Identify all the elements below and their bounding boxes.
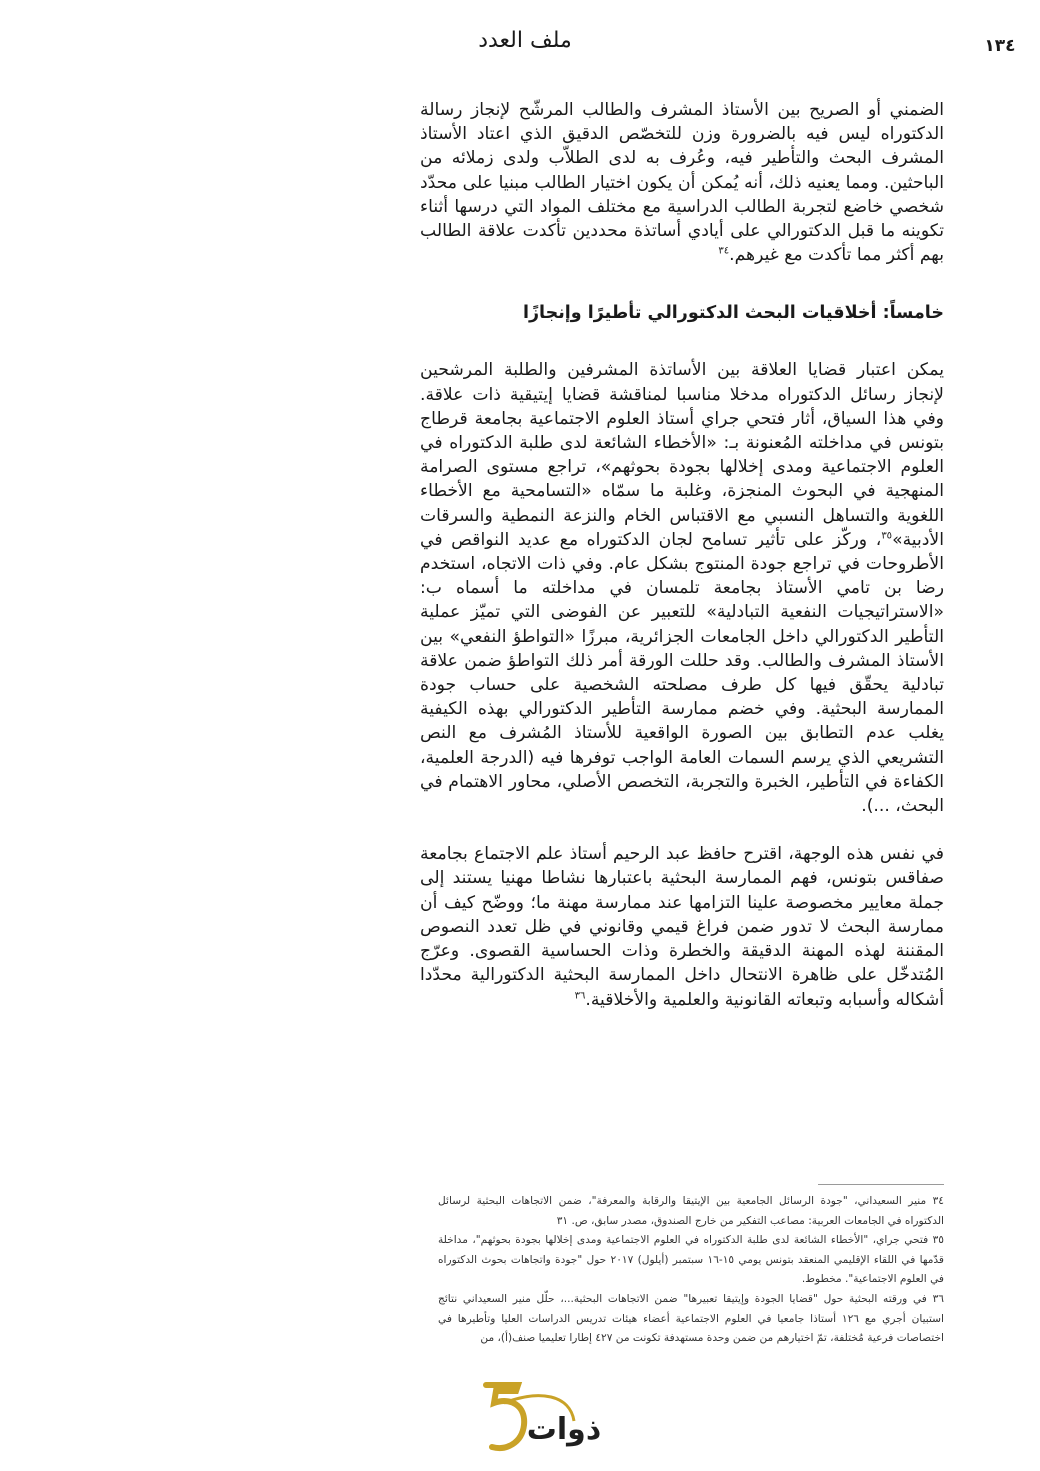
logo-wordmark: ذوات: [526, 1412, 602, 1447]
footnote-36: ٣٦ في ورقته البحثية حول "قضايا الجودة وإيتيقا تعبيرها" ضمن الاتجاهات البحثية...، حلّل منير السعيداني نتائج استبيان أجري مع ١٢٦ أستاذا جامعيا في العلوم الاجتماعية أعضاء هيئات تدريس الدراسات العليا وتأطيرها في اختصاصات فرعية مُختلفة، تمّ اختيارهم من ضمن وحدة مستهدفة تكونت من ٤٢٧ إطارا تعليميا صنف(أ)، من: [438, 1292, 944, 1345]
dhawat-logo: [470, 1381, 610, 1453]
logo-gold-swash: [486, 1385, 524, 1448]
paragraph-3: [420, 842, 944, 1011]
footnote-ref-36[interactable]: ٣٦: [574, 989, 586, 1001]
paragraph-2: [420, 358, 944, 818]
paragraph-3-text: في نفس هذه الوجهة، اقترح حافظ عبد الرحيم أستاذ علم الاجتماع بجامعة صفاقس بتونس، فهم الممارسة البحثية باعتبارها نشاطا مهنيا يستند إلى جملة معايير مخصوصة علينا التزامها عند ممارسة مهنة ما؛ ووضّح كيف أن ممارسة البحث لا تدور ضمن فراغ قيمي وقانوني في ظل تعدد النصوص المقننة لهذه المهنة الدقيقة والخطرة وذات الحساسية القصوى. وعرّج المُتدخّل على ظاهرة الانتحال داخل الممارسة البحثية الدكتورالية محدّدا أشكاله وأسبابه وتبعاته القانونية والعلمية والأخلاقية.: [420, 844, 944, 1010]
footnote-ref-34[interactable]: ٣٤: [718, 245, 730, 257]
footnote-divider: [818, 1184, 944, 1185]
footnote-ref-35[interactable]: ٣٥: [881, 530, 893, 542]
section-heading: خامساً: أخلاقيات البحث الدكتورالي تأطيرًا وإنجازًا: [522, 303, 944, 324]
footnote-35: ٣٥ فتحي جراي، "الأخطاء الشائعة لدى طلبة الدكتوراه في العلوم الاجتماعية ومدى إخلالها بجودة بحوثهم"، مداخلة قدّمها في اللقاء الإقليمي المنعقد بتونس يومي ١٥-١٦ سبتمبر (أيلول) ٢٠١٧ حول "جودة واتجاهات بحوث الدكتوراه في العلوم الاجتماعية". مخطوط.: [438, 1234, 945, 1286]
paragraph-1: [420, 98, 944, 267]
paragraph-2-text-b: ، وركّز على تأثير تسامح لجان الدكتوراه مع عديد النواقص في الأطروحات في تراجع جودة المنتوج بشكل عام. وفي ذات الاتجاه، استخدم رضا بن تامي الأستاذ بجامعة تلمسان في مداخلته ما أسماه ب: «الاستراتيجيات النفعية التبادلية» للتعبير عن الفوضى التي تميّز عملية التأطير الدكتورالي داخل الجامعات الجزائرية، مبرزًا «التواطؤ النفعي» بين الأستاذ المشرف والطالب. وقد حللت الورقة أمر ذلك التواطؤ ضمن علاقة تبادلية يحقّق فيها كل طرف مصلحته الشخصية على حساب جودة الممارسة البحثية. وفي خضم ممارسة التأطير الدكتورالي بهذه الكيفية يغلب عدم التطابق بين الصورة الواقعية للأستاذ المُشرف مع النص التشريعي الذي يرسم السمات العامة الواجب توفرها فيه (الدرجة العلمية، الكفاءة في التأطير، الخبرة والتجربة، التخصص الأصلي، محاور الاهتمام في البحث، ...).: [420, 529, 944, 817]
article-body: [420, 98, 944, 1012]
footnote-34: ٣٤ منير السعيداني، "جودة الرسائل الجامعية بين الإيتيقا والرقابة والمعرفة"، ضمن الاتجاهات البحثية لرسائل الدكتوراه في الجامعات العربية: مصاعب التفكير من خارج الصندوق، مصدر سابق، ص. ٣١: [438, 1195, 944, 1227]
page-number: ١٣٤: [984, 36, 1016, 56]
paragraph-2-text-a: يمكن اعتبار قضايا العلاقة بين الأساتذة المشرفين والطلبة المرشحين لإنجاز رسائل الدكتوراه مدخلا مناسبا لمناقشة قضايا إيتيقية ذات علاقة. وفي هذا السياق، أثار فتحي جراي أستاذ العلوم الاجتماعية بجامعة قرطاج بتونس في مداخلته المُعنونة بـ: «الأخطاء الشائعة لدى طلبة الدكتوراه في العلوم الاجتماعية ومدى إخلالها بجودة بحوثهم»، تراجع مستوى الصرامة المنهجية في البحوث المنجزة، وغلبة ما سمّاه «التسامحية مع الأخطاء اللغوية والتساهل النسبي مع الاقتباس الخام والنزعة النمطية والسرقات الأدبية»: [420, 360, 944, 550]
footnotes: [438, 1192, 944, 1349]
logo-graphic: [470, 1381, 610, 1453]
paragraph-1-text: الضمني أو الصريح بين الأستاذ المشرف والطالب المرشّح لإنجاز رسالة الدكتوراه ليس فيه بالضرورة وزن للتخصّص الدقيق الذي اعتاد الأستاذ المشرف البحث والتأطير فيه، وعُرف به لدى الطلاّب ولدى زملائه من الباحثين. ومما يعنيه ذلك، أنه يُمكن أن يكون اختيار الطالب مبنيا على محدّد شخصي خاضع لتجربة الطالب الدراسية مع مختلف المواد التي درسها أثناء تكوينه ما قبل الدكتورالي على أيادي أساتذة محددين تأكدت علاقة الطالب بهم أكثر مما تأكدت مع غيرهم.: [420, 100, 944, 266]
running-header: ملف العدد: [478, 28, 572, 53]
